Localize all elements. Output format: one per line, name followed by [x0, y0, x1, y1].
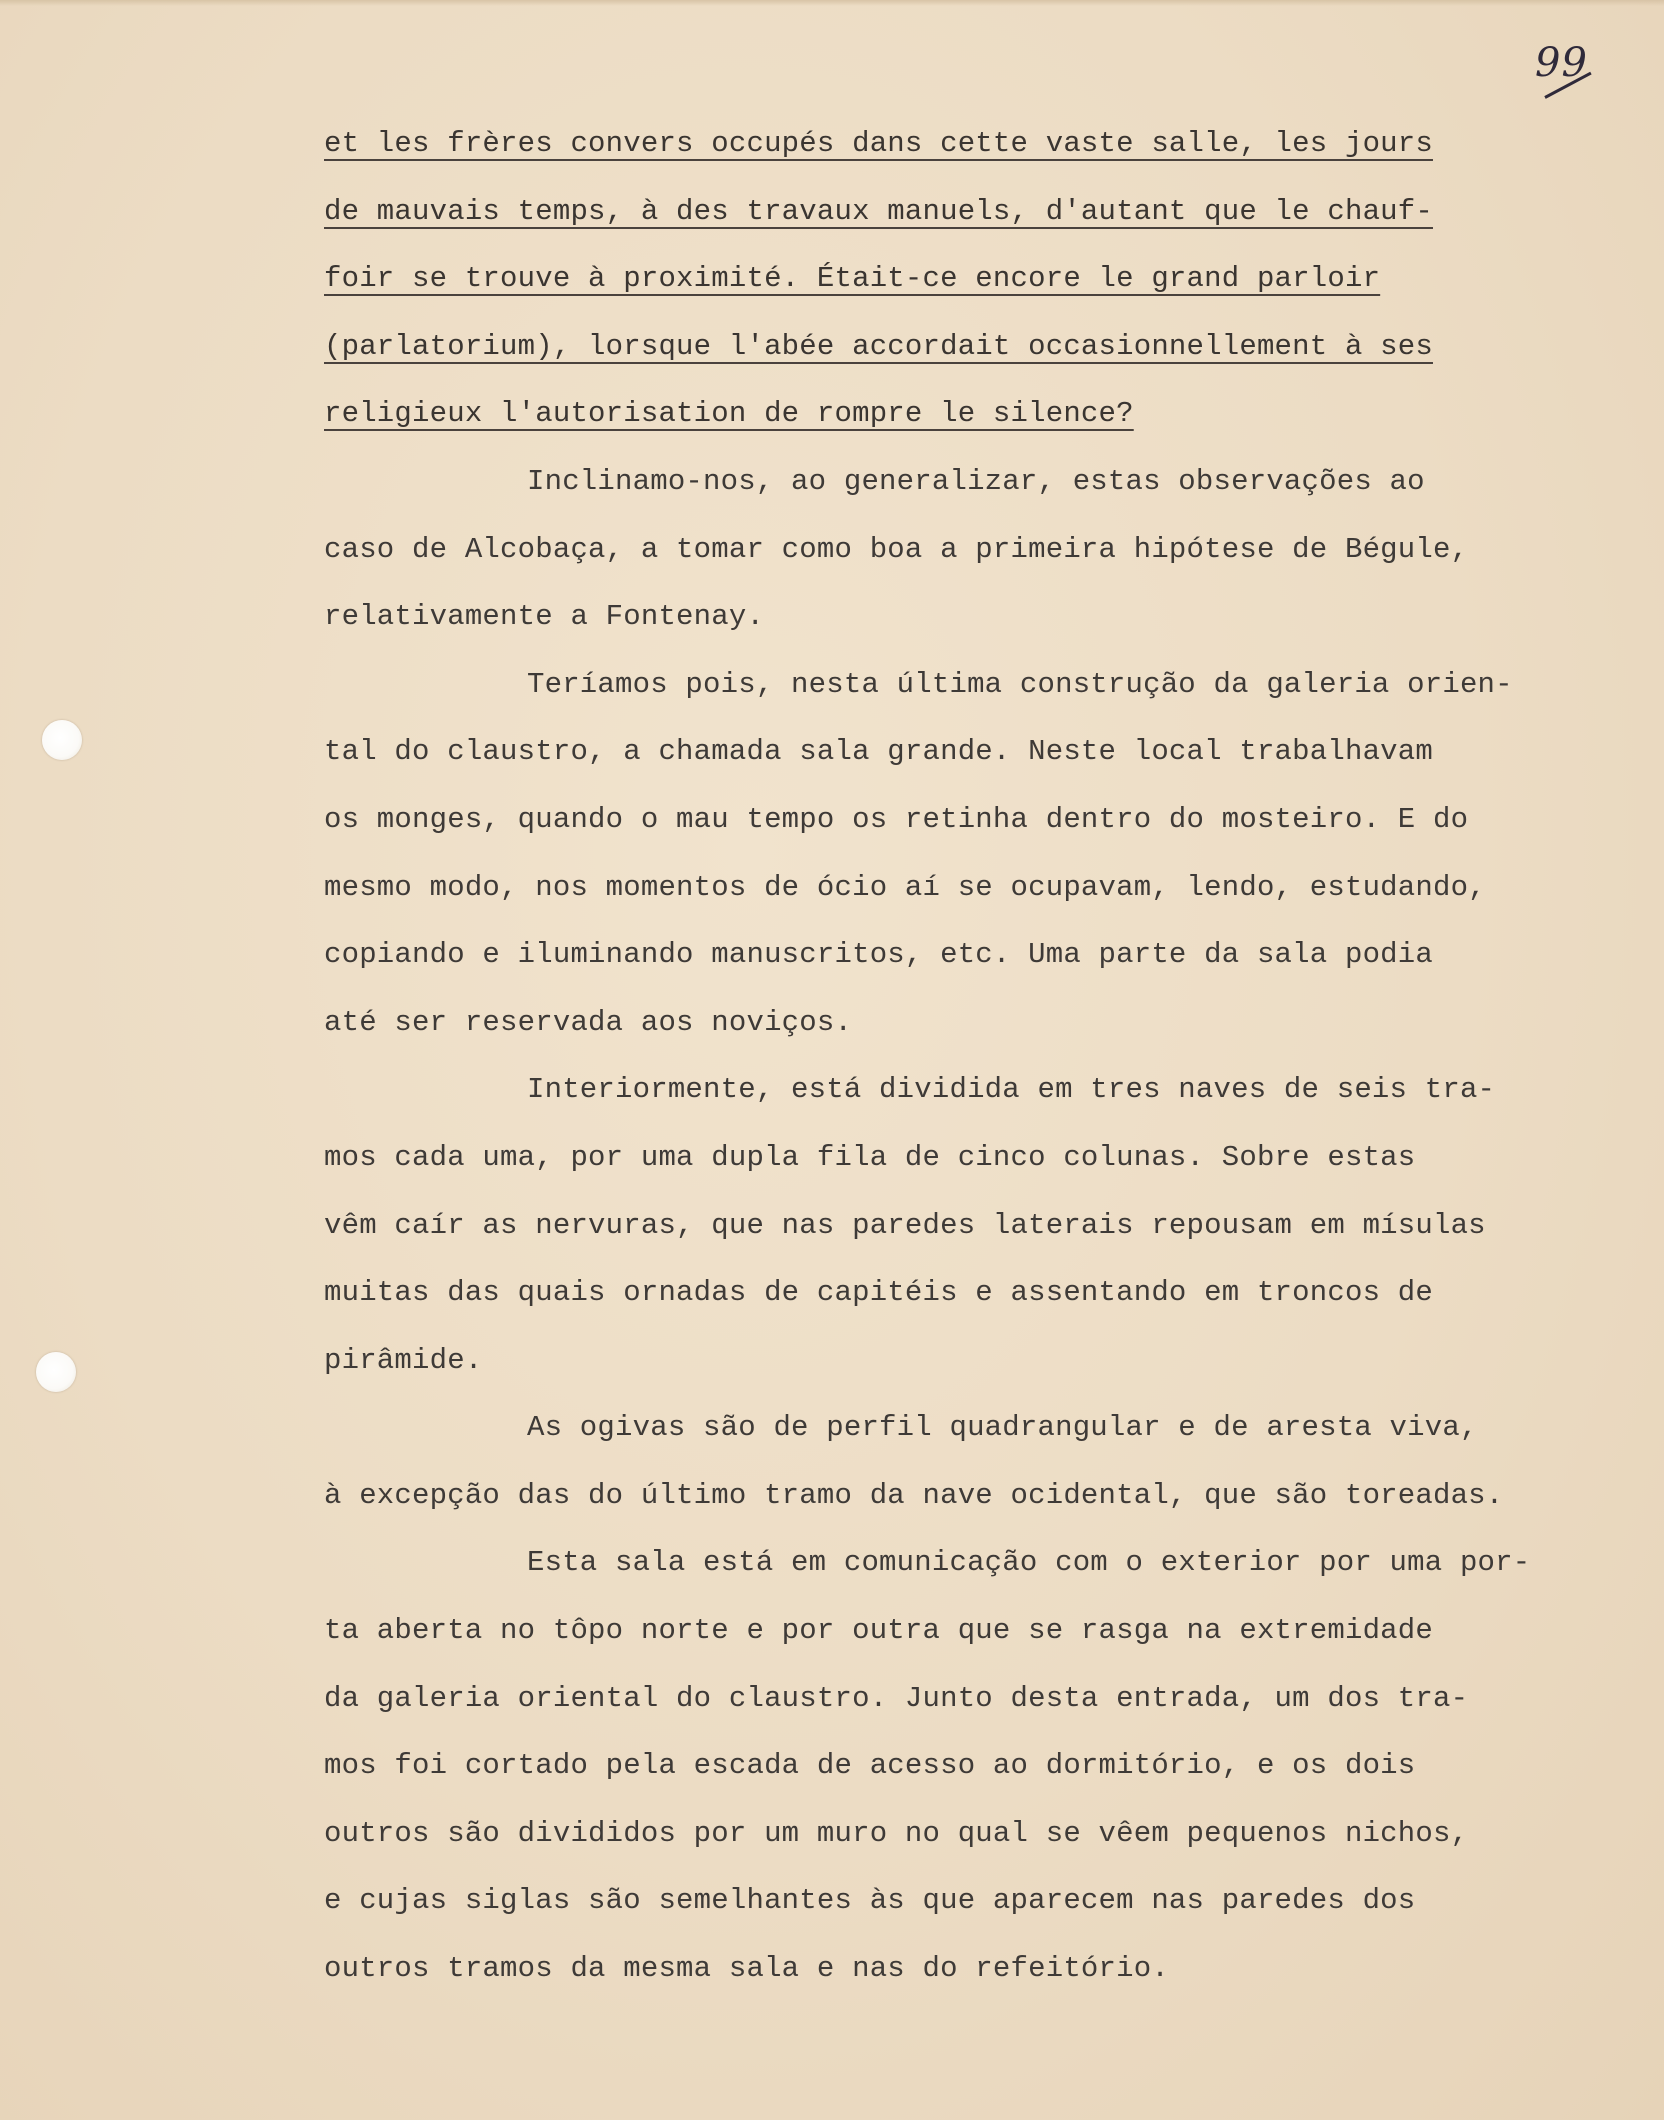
paragraph-line: mos foi cortado pela escada de acesso ao dormitório, e os dois [324, 1749, 1416, 1783]
paragraph-line: Interiormente, está dividida em tres naves de seis tra- [527, 1073, 1496, 1107]
paragraph-line: outros tramos da mesma sala e nas do refeitório. [324, 1952, 1169, 1986]
paragraph-line: As ogivas são de perfil quadrangular e de aresta viva, [527, 1411, 1478, 1445]
quote-line: (parlatorium), lorsque l'abée accordait occasionnellement à ses [324, 329, 1433, 363]
paragraph-line: Esta sala está em comunicação com o exterior por uma por- [527, 1546, 1531, 1580]
paragraph-line: e cujas siglas são semelhantes às que aparecem nas paredes dos [324, 1884, 1416, 1918]
paragraph-line: Teríamos pois, nesta última construção da galeria orien- [527, 667, 1513, 701]
punch-hole-top [42, 720, 82, 760]
paragraph-line: caso de Alcobaça, a tomar como boa a primeira hipótese de Bégule, [324, 532, 1469, 566]
page-number: 99 [1535, 40, 1588, 86]
paragraph-line: tal do claustro, a chamada sala grande. Neste local trabalhavam [324, 735, 1433, 769]
quote-line: de mauvais temps, à des travaux manuels, d'autant que le chauf- [324, 194, 1433, 228]
paragraph-line: ta aberta no tôpo norte e por outra que se rasga na extremidade [324, 1614, 1433, 1648]
paper-top-edge [0, 0, 1664, 6]
paragraph-line: copiando e iluminando manuscritos, etc. Uma parte da sala podia [324, 938, 1433, 972]
paragraph-1 [324, 448, 1659, 651]
paragraph-line: mos cada uma, por uma dupla fila de cinco colunas. Sobre estas [324, 1140, 1416, 1174]
paragraph-line: outros são divididos por um muro no qual se vêem pequenos nichos, [324, 1816, 1469, 1850]
quote-line: religieux l'autorisation de rompre le silence? [324, 397, 1134, 431]
typed-text-body [324, 110, 1659, 2003]
paragraph-line: relativamente a Fontenay. [324, 600, 765, 634]
paragraph-line: à excepção das do último tramo da nave ocidental, que são toreadas. [324, 1478, 1504, 1512]
quote-line: foir se trouve à proximité. Était-ce encore le grand parloir [324, 262, 1381, 296]
paragraph-2 [324, 651, 1659, 1057]
paragraph-line: da galeria oriental do claustro. Junto desta entrada, um dos tra- [324, 1681, 1469, 1715]
quote-line: et les frères convers occupés dans cette vaste salle, les jours [324, 127, 1433, 160]
paragraph-line: os monges, quando o mau tempo os retinha dentro do mosteiro. E do [324, 802, 1469, 836]
french-quotation [324, 110, 1659, 448]
paragraph-line: até ser reservada aos noviços. [324, 1005, 853, 1039]
paragraph-3 [324, 1056, 1659, 1394]
paragraph-4 [324, 1394, 1659, 1529]
punch-hole-bottom [36, 1352, 76, 1392]
paragraph-line: vêm caír as nervuras, que nas paredes laterais repousam em mísulas [324, 1208, 1486, 1242]
paragraph-line: mesmo modo, nos momentos de ócio aí se ocupavam, lendo, estudando, [324, 870, 1486, 904]
paragraph-5 [324, 1529, 1659, 2002]
paragraph-line: pirâmide. [324, 1343, 483, 1377]
paragraph-line: muitas das quais ornadas de capitéis e assentando em troncos de [324, 1276, 1433, 1310]
paragraph-line: Inclinamo-nos, ao generalizar, estas observações ao [527, 464, 1425, 498]
